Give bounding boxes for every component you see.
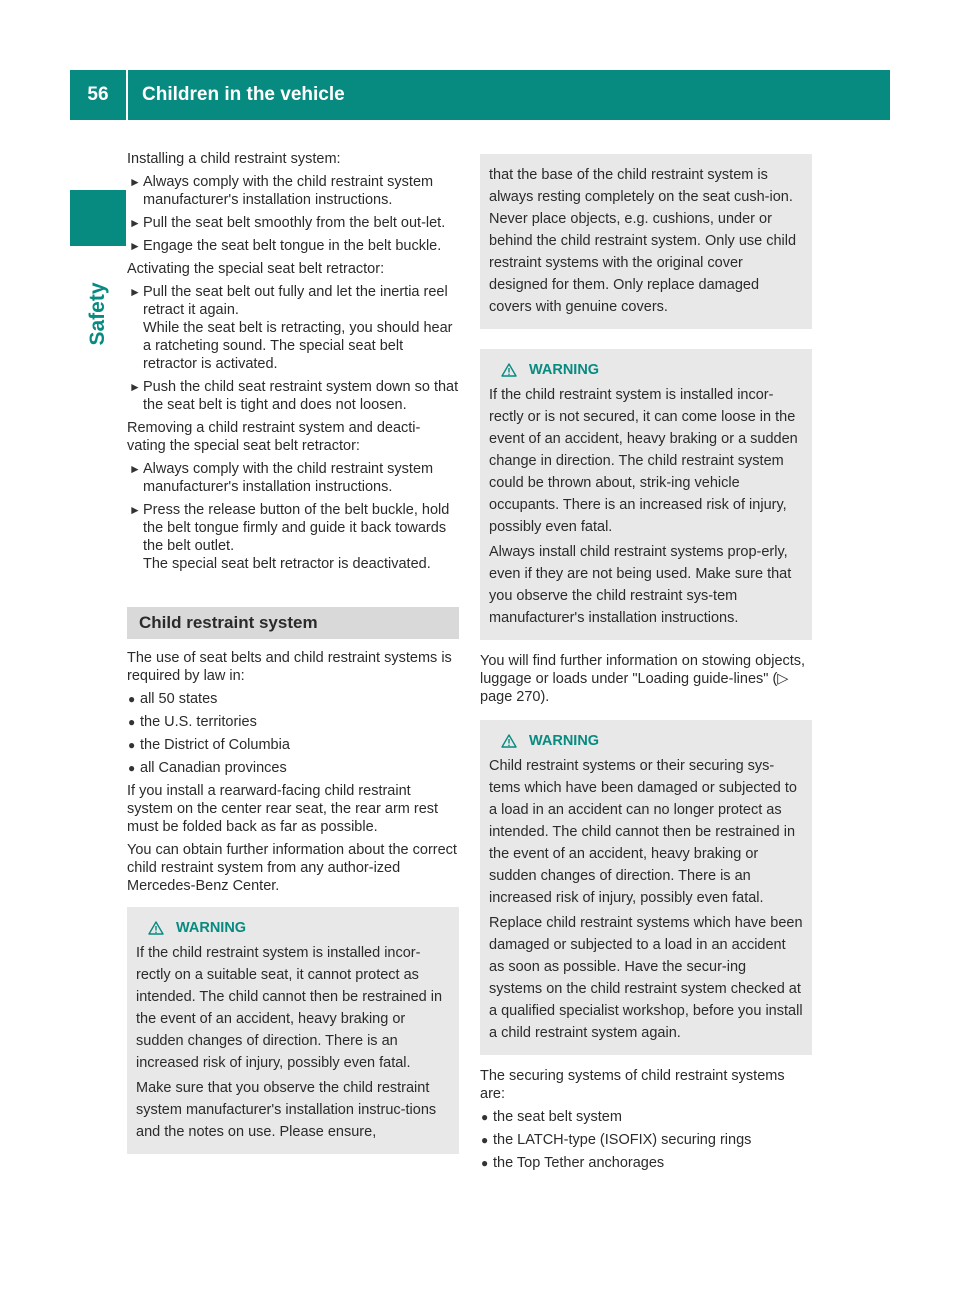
- chapter-title: Children in the vehicle: [142, 84, 345, 105]
- activate-intro: Activating the special seat belt retractor:: [127, 261, 385, 277]
- warning-title: [136, 917, 450, 939]
- section-label: Safety: [86, 282, 109, 346]
- info-text: You can obtain further information about the correct child restraint system from any author-ized Mercedes-Benz Center.: [127, 842, 457, 894]
- warning-triangle-icon: [501, 363, 517, 377]
- warning-box-continued: [480, 154, 812, 329]
- warning-text: Replace child restraint systems which have been damaged or subjected to a load in an accident as soon as possible. Have the secur-ing systems on the child restraint system checked at a qualified specialist workshop, before you install a child restraint system again.: [489, 915, 803, 1041]
- securing-list: [480, 1108, 812, 1172]
- step-text: Engage the seat belt tongue in the belt buckle.: [143, 238, 442, 254]
- law-intro: The use of seat belts and child restraint systems is required by law in:: [127, 650, 452, 684]
- warning-box: [127, 907, 459, 1154]
- warning-text: Make sure that you observe the child restraint system manufacturer's installation instruc-tions and the notes on use. Please ensure,: [136, 1080, 437, 1140]
- arrow-right-icon: ►: [129, 285, 141, 299]
- activate-step: [127, 378, 459, 414]
- right-column: [480, 150, 812, 1177]
- warning-title: [489, 359, 803, 381]
- step-text: Pull the seat belt out fully and let the inertia reel retract it again.: [143, 284, 448, 318]
- list-item: [127, 759, 459, 777]
- section-tab-marker: [70, 190, 126, 246]
- rearward-text: If you install a rearward-facing child restraint system on the center rear seat, the rear arm rest must be folded back as far as possible.: [127, 783, 439, 835]
- list-item-text: all Canadian provinces: [140, 760, 287, 776]
- list-item-text: the Top Tether anchorages: [493, 1155, 665, 1171]
- warning-title: [489, 730, 803, 752]
- list-item: [480, 1108, 812, 1126]
- step-text: Press the release button of the belt buckle, hold the belt tongue firmly and guide it back towards the belt outlet.: [143, 502, 450, 554]
- step-text: Push the child seat restraint system down so that the seat belt is tight and does not loosen.: [143, 379, 459, 413]
- warning-text: If the child restraint system is installed incor-rectly or is not secured, it can come loose in the event of an accident, heavy braking or a sudden change in direction. The child restraint system could be thrown about, strik-ing vehicle occupants. There is an increased risk of injury, possibly even fatal.: [489, 387, 798, 535]
- remove-step: [127, 501, 459, 573]
- warning-triangle-icon: [501, 734, 517, 748]
- arrow-right-icon: ►: [129, 239, 141, 253]
- remove-intro: Removing a child restraint system and deacti-vating the special seat belt retractor:: [127, 420, 421, 454]
- warning-text: Child restraint systems or their securing sys-tems which have been damaged or subjected to a load in an accident can no longer protect as intended. The child cannot then be restrained in the event of an accident, heavy braking or sudden changes of direction. There is an increased risk of injury, possibly even fatal.: [489, 758, 797, 906]
- arrow-right-icon: ►: [129, 175, 141, 189]
- bullet-icon: ●: [128, 761, 136, 775]
- section-heading: Child restraint system: [127, 607, 459, 639]
- install-step: [127, 214, 459, 232]
- warning-text: Always install child restraint systems prop-erly, even if they are not being used. Make sure that you observe the child restraint sys-tem manufacturer's installation instructions.: [489, 544, 792, 626]
- list-item: [480, 1131, 812, 1149]
- warning-label: WARNING: [529, 362, 600, 378]
- law-list: [127, 690, 459, 777]
- install-intro: Installing a child restraint system:: [127, 151, 341, 167]
- securing-intro: The securing systems of child restraint systems are:: [480, 1068, 785, 1102]
- arrow-right-icon: ►: [129, 216, 141, 230]
- warning-box: [480, 349, 812, 640]
- bullet-icon: ●: [128, 692, 136, 706]
- warning-text: that the base of the child restraint system is always resting completely on the seat cush-ion. Never place objects, e.g. cushions, under or behind the child restraint system. Only use child restraint systems with the original cover designed for them. Only replace damaged covers with genuine covers.: [489, 167, 797, 315]
- list-item: [480, 1154, 812, 1172]
- list-item-text: the LATCH-type (ISOFIX) securing rings: [493, 1132, 752, 1148]
- list-item-text: the District of Columbia: [140, 737, 290, 753]
- stowing-text: You will find further information on stowing objects, luggage or loads under "Loading guide-lines" (▷ page 270).: [480, 653, 806, 705]
- step-result: The special seat belt retractor is deactivated.: [143, 556, 431, 572]
- warning-triangle-icon: [148, 921, 164, 935]
- list-item-text: all 50 states: [140, 691, 218, 707]
- list-item: [127, 713, 459, 731]
- remove-step: [127, 460, 459, 496]
- step-text: Pull the seat belt smoothly from the belt out-let.: [143, 215, 446, 231]
- step-text: Always comply with the child restraint system manufacturer's installation instructions.: [143, 174, 434, 208]
- arrow-right-icon: ►: [129, 380, 141, 394]
- bullet-icon: ●: [128, 715, 136, 729]
- install-step: [127, 237, 459, 255]
- bullet-icon: ●: [481, 1156, 489, 1170]
- warning-label: WARNING: [529, 733, 600, 749]
- page-number: 56: [87, 84, 109, 105]
- activate-step: [127, 283, 459, 373]
- warning-text: If the child restraint system is installed incor-rectly on a suitable seat, it cannot protect as intended. The child cannot then be restrained in the event of an accident, heavy braking or sudden changes of direction. There is an increased risk of injury, possibly even fatal.: [136, 945, 443, 1071]
- bullet-icon: ●: [481, 1133, 489, 1147]
- arrow-right-icon: ►: [129, 462, 141, 476]
- install-step: [127, 173, 459, 209]
- list-item: [127, 736, 459, 754]
- warning-box: [480, 720, 812, 1055]
- header-divider: [126, 70, 128, 120]
- arrow-right-icon: ►: [129, 503, 141, 517]
- left-column: [127, 150, 459, 1166]
- list-item: [127, 690, 459, 708]
- bullet-icon: ●: [128, 738, 136, 752]
- warning-label: WARNING: [176, 920, 247, 936]
- list-item-text: the U.S. territories: [140, 714, 257, 730]
- list-item-text: the seat belt system: [493, 1109, 622, 1125]
- step-text: Always comply with the child restraint system manufacturer's installation instructions.: [143, 461, 434, 495]
- bullet-icon: ●: [481, 1110, 489, 1124]
- step-result: While the seat belt is retracting, you should hear a ratcheting sound. The special seat belt retractor is activated.: [143, 320, 453, 372]
